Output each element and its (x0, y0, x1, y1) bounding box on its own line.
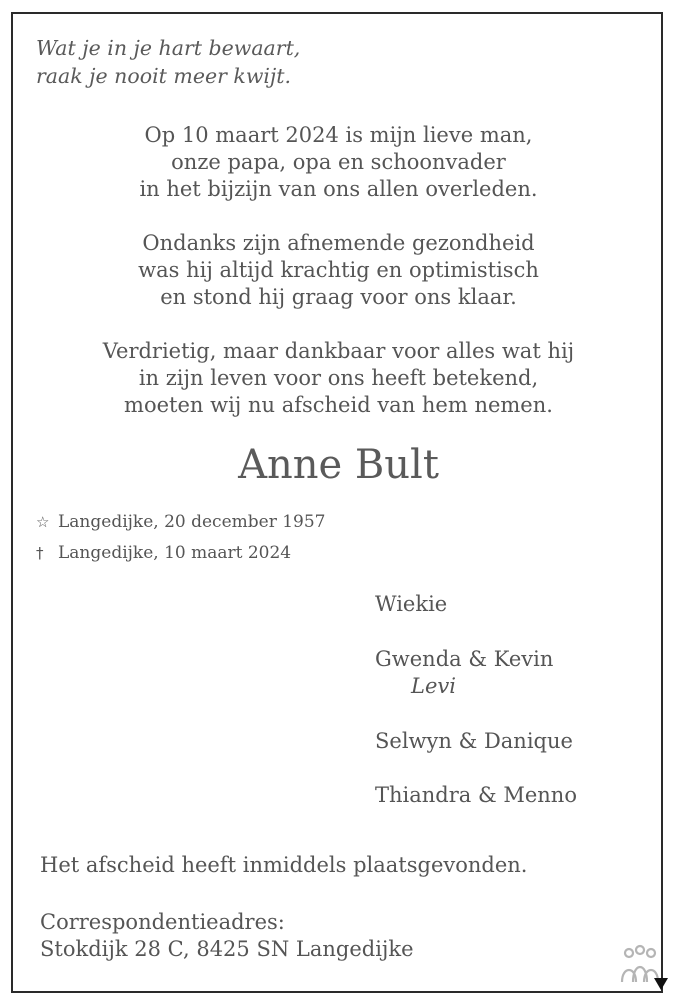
paragraph-line: en stond hij graag voor ons klaar. (160, 285, 517, 309)
cross-icon: † (36, 544, 44, 562)
star-icon: ☆ (36, 513, 50, 531)
closing-note: Het afscheid heeft inmiddels plaatsgevonden. (40, 853, 528, 877)
paragraph-line: onze papa, opa en schoonvader (171, 150, 506, 174)
family-member: Wiekie (375, 592, 448, 616)
address-label: Correspondentieadres: (40, 910, 285, 934)
death-date: Langedijke, 10 maart 2024 (58, 543, 292, 563)
character-paragraph (0, 230, 677, 311)
announcement-paragraph (0, 122, 677, 203)
paragraph-line: moeten wij nu afscheid van hem nemen. (124, 393, 553, 417)
family-member: Thiandra & Menno (375, 783, 577, 807)
deceased-name: Anne Bult (238, 442, 439, 488)
paragraph-line: Verdrietig, maar dankbaar voor alles wat hij (102, 339, 575, 363)
quote-line-1: Wat je in je hart bewaart, (36, 36, 301, 60)
paragraph-line: in het bijzijn van ons allen overleden. (139, 177, 538, 201)
opening-quote (36, 34, 300, 90)
death-line (36, 542, 291, 564)
address-value: Stokdijk 28 C, 8425 SN Langedijke (40, 937, 414, 961)
birth-line (36, 511, 326, 533)
quote-line-2: raak je nooit meer kwijt. (36, 64, 292, 88)
birth-date: Langedijke, 20 december 1957 (58, 512, 326, 532)
family-member: Gwenda & Kevin (375, 647, 554, 671)
family-member: Selwyn & Danique (375, 729, 573, 753)
paragraph-line: was hij altijd krachtig en optimistisch (138, 258, 539, 282)
triangle-down-icon[interactable] (654, 978, 668, 990)
correspondence-address (40, 909, 414, 963)
paragraph-line: Ondanks zijn afnemende gezondheid (142, 231, 535, 255)
paragraph-line: Op 10 maart 2024 is mijn lieve man, (144, 123, 533, 147)
farewell-paragraph (0, 338, 677, 419)
grandchild: Levi (411, 674, 456, 698)
paragraph-line: in zijn leven voor ons heeft betekend, (138, 366, 539, 390)
